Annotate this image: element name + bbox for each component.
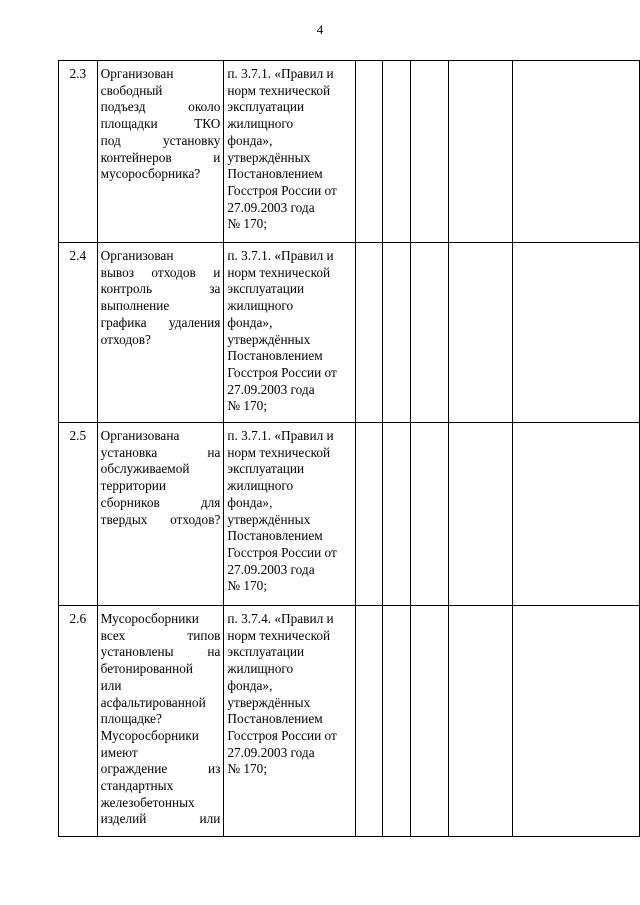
reference-line: № 170; xyxy=(227,578,268,594)
table-row xyxy=(59,61,640,243)
reference-line: утверждённых xyxy=(227,694,311,710)
question-cell xyxy=(97,61,224,243)
question-line: ограждение из xyxy=(100,761,221,777)
reference-line: Постановлением xyxy=(227,528,323,544)
question-line: свободный xyxy=(100,82,163,98)
question-line: установлены на xyxy=(100,644,221,660)
question-cell xyxy=(97,243,224,423)
reference-line: 27.09.2003 года xyxy=(227,381,315,397)
question-line: контейнеров и xyxy=(100,149,221,165)
question-line: бетонированной xyxy=(100,661,193,677)
reference-line: п. 3.7.1. «Правил и xyxy=(227,66,334,81)
table-body xyxy=(59,61,640,837)
question-line: графика удаления xyxy=(100,314,221,330)
reference-line: Госстроя России от xyxy=(227,544,337,560)
reference-line: утверждённых xyxy=(227,331,311,347)
table-row xyxy=(59,423,640,606)
reference-line: норм технической xyxy=(227,627,331,643)
reference-line: эксплуатации xyxy=(227,644,305,660)
reference-line: фонда», xyxy=(227,677,273,693)
question-line: обслуживаемой xyxy=(100,461,190,477)
question-line: стандартных xyxy=(100,778,174,794)
reference-line: фонда», xyxy=(227,132,273,148)
table-row xyxy=(59,243,640,423)
reference-line: п. 3.7.4. «Правил и xyxy=(227,611,334,627)
reference-line: жилищного xyxy=(227,478,294,494)
reference-line: № 170; xyxy=(227,398,268,414)
question-line: контроль за xyxy=(100,281,221,297)
empty-cell xyxy=(355,243,382,423)
reference-line: 27.09.2003 года xyxy=(227,199,315,215)
empty-cell xyxy=(411,243,448,423)
question-line: всех типов xyxy=(100,627,221,643)
row-number: 2.6 xyxy=(59,606,98,837)
reference-line: норм технической xyxy=(227,82,331,98)
empty-cell xyxy=(512,243,640,423)
question-line: установка на xyxy=(100,444,221,460)
reference-line: норм технической xyxy=(227,264,331,280)
question-line: или xyxy=(100,677,122,693)
question-line: площадки ТКО xyxy=(100,116,221,132)
question-line: имеют xyxy=(100,744,138,760)
reference-line: 27.09.2003 года xyxy=(227,744,315,760)
question-line: территории xyxy=(100,478,166,494)
reference-line: Госстроя России от xyxy=(227,182,337,198)
reference-line: п. 3.7.1. «Правил и xyxy=(227,248,334,263)
empty-cell xyxy=(448,423,512,606)
empty-cell xyxy=(411,606,448,837)
table-row xyxy=(59,606,640,837)
question-line: Мусоросборники xyxy=(100,611,199,627)
empty-cell xyxy=(512,423,640,606)
reference-cell xyxy=(224,61,355,243)
reference-line: утверждённых xyxy=(227,511,311,527)
reference-line: 27.09.2003 года xyxy=(227,561,315,577)
question-cell xyxy=(97,423,224,606)
row-number: 2.5 xyxy=(59,423,98,606)
reference-cell xyxy=(224,423,355,606)
question-line: отходов? xyxy=(100,331,151,347)
question-line: Организован xyxy=(100,248,174,263)
question-line: изделий или xyxy=(100,811,221,827)
reference-line: утверждённых xyxy=(227,149,311,165)
reference-line: фонда», xyxy=(227,314,273,330)
reference-line: Постановлением xyxy=(227,166,323,182)
question-cell xyxy=(97,606,224,837)
reference-line: норм технической xyxy=(227,444,331,460)
question-line: Мусоросборники xyxy=(100,727,199,743)
empty-cell xyxy=(355,61,382,243)
empty-cell xyxy=(448,61,512,243)
reference-line: № 170; xyxy=(227,761,268,777)
empty-cell xyxy=(448,243,512,423)
reference-line: № 170; xyxy=(227,216,268,232)
reference-line: жилищного xyxy=(227,661,294,677)
question-line: вывоз отходов и xyxy=(100,264,221,280)
empty-cell xyxy=(383,61,411,243)
reference-line: жилищного xyxy=(227,298,294,314)
reference-line: фонда», xyxy=(227,494,273,510)
question-line: Организован xyxy=(100,66,174,81)
row-number: 2.4 xyxy=(59,243,98,423)
reference-line: жилищного xyxy=(227,116,294,132)
reference-line: эксплуатации xyxy=(227,99,305,115)
question-line: под установку xyxy=(100,132,221,148)
question-line: Организована xyxy=(100,428,180,444)
empty-cell xyxy=(355,606,382,837)
reference-line: Госстроя России от xyxy=(227,364,337,380)
reference-line: эксплуатации xyxy=(227,461,305,477)
reference-cell xyxy=(224,606,355,837)
question-line: подъезд около xyxy=(100,99,221,115)
empty-cell xyxy=(411,61,448,243)
question-line: выполнение xyxy=(100,298,170,314)
reference-line: Постановлением xyxy=(227,348,323,364)
empty-cell xyxy=(411,423,448,606)
reference-line: эксплуатации xyxy=(227,281,305,297)
empty-cell xyxy=(512,61,640,243)
empty-cell xyxy=(383,606,411,837)
empty-cell xyxy=(383,423,411,606)
question-line: железобетонных xyxy=(100,794,195,810)
reference-cell xyxy=(224,243,355,423)
reference-line: Госстроя России от xyxy=(227,727,337,743)
question-line: площадке? xyxy=(100,711,162,727)
question-line: асфальтированной xyxy=(100,694,206,710)
empty-cell xyxy=(383,243,411,423)
question-line: мусоросборника? xyxy=(100,166,201,182)
reference-line: п. 3.7.1. «Правил и xyxy=(227,428,334,444)
question-line: твердых отходов? xyxy=(100,511,221,527)
row-number: 2.3 xyxy=(59,61,98,243)
checklist-table xyxy=(58,60,640,837)
page-number: 4 xyxy=(316,22,324,37)
question-line: сборников для xyxy=(100,494,221,510)
empty-cell xyxy=(355,423,382,606)
empty-cell xyxy=(512,606,640,837)
reference-line: Постановлением xyxy=(227,711,323,727)
empty-cell xyxy=(448,606,512,837)
